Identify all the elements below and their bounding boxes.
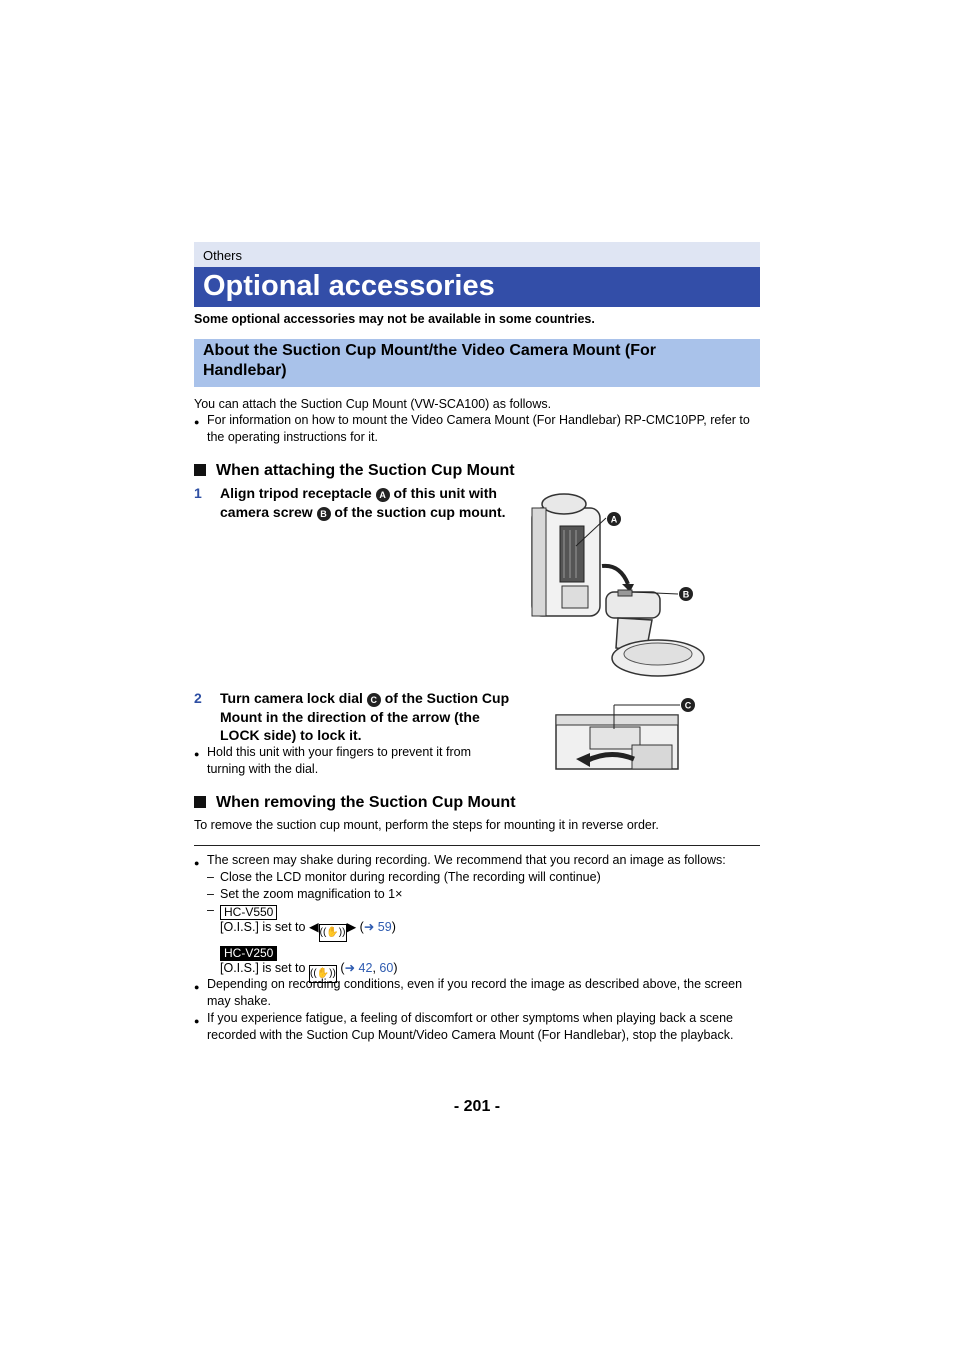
ois-left-arrow-icon: ◀	[308, 920, 319, 934]
marker-a-icon: A	[376, 488, 390, 502]
svg-text:C: C	[684, 700, 692, 711]
dash-icon: –	[207, 887, 214, 901]
bullet-icon: ●	[194, 982, 200, 992]
ois-line-2: [O.I.S.] is set to ((✋)) (➜ 42, 60)	[220, 960, 397, 983]
step-1-part-b: of this unit with camera screw	[220, 485, 497, 520]
svg-text:A: A	[610, 514, 618, 525]
marker-b-icon: B	[317, 507, 331, 521]
note-dash-2: Set the zoom magnification to 1×	[220, 887, 403, 901]
marker-c-icon: C	[367, 693, 381, 707]
hand-shake-icon: ((✋))	[319, 924, 347, 942]
step-number: 2	[194, 690, 202, 706]
ois-line-1: [O.I.S.] is set to ◀((✋))▶ (➜ 59)	[220, 919, 396, 942]
note-bullet-3: If you experience fatigue, a feeling of discomfort or other symptoms when playing back a scene recorded with the Suction Cup Mount/Video Camera Mount (For Handlebar), stop the playback.	[207, 1011, 734, 1042]
step-1-text	[220, 484, 510, 521]
ois-text: [O.I.S.] is set to	[220, 961, 306, 975]
step-2-bullet: Hold this unit with your fingers to prevent it from turning with the dial.	[207, 745, 472, 776]
dash-icon: –	[207, 903, 214, 917]
ois-text: [O.I.S.] is set to	[220, 920, 306, 934]
bullet-icon: ●	[194, 749, 200, 759]
ois-right-arrow-icon: ▶	[346, 920, 357, 934]
step-1-part-a: Align tripod receptacle	[220, 485, 372, 501]
subsection-title: About the Suction Cup Mount/the Video Camera Mount (For Handlebar)	[203, 342, 657, 379]
section-bar	[194, 242, 760, 267]
remove-heading-text: When removing the Suction Cup Mount	[216, 794, 516, 811]
lock-dial-illustration	[550, 693, 700, 773]
bullet-icon: ●	[194, 417, 200, 427]
page-link[interactable]: 60	[379, 961, 394, 975]
bullet-icon: ●	[194, 858, 200, 868]
page-ref-arrow-icon[interactable]: ➜	[344, 961, 356, 975]
remove-heading	[194, 794, 516, 812]
intro-bullet: For information on how to mount the Video Camera Mount (For Handlebar) RP-CMC10PP, refer to the operating instructions for it.	[207, 413, 750, 444]
model-label: HC-V550	[220, 905, 277, 920]
hand-shake-icon: ((✋))	[309, 965, 337, 983]
step-1-part-c: of the suction cup mount.	[334, 503, 506, 520]
remove-text: To remove the suction cup mount, perform the steps for mounting it in reverse order.	[194, 818, 659, 832]
model-label: HC-V250	[220, 946, 277, 961]
note-bullet-1: The screen may shake during recording. We recommend that you record an image as follows:	[207, 853, 726, 867]
divider	[194, 845, 760, 846]
svg-text:B: B	[682, 589, 690, 600]
square-bullet-icon	[194, 464, 206, 476]
page-link[interactable]: 59	[377, 920, 392, 934]
bullet-icon: ●	[194, 1016, 200, 1026]
step-2-part-b: of the Suction Cup Mount in the direction of the arrow (the LOCK side) to lock it.	[220, 690, 510, 743]
note-dash-1: Close the LCD monitor during recording (The recording will continue)	[220, 870, 601, 884]
availability-note: Some optional accessories may not be available in some countries.	[194, 312, 595, 326]
step-2-part-a: Turn camera lock dial	[220, 690, 363, 706]
page-link[interactable]: 42	[358, 961, 373, 975]
attach-heading-text: When attaching the Suction Cup Mount	[216, 462, 515, 479]
page-number: - 201 -	[453, 1098, 501, 1115]
note-bullet-2: Depending on recording conditions, even if you record the image as described above, the screen may shake.	[207, 977, 743, 1008]
page-ref-arrow-icon[interactable]: ➜	[363, 920, 375, 934]
square-bullet-icon	[194, 796, 206, 808]
step-number: 1	[194, 485, 202, 501]
step-2-text	[220, 689, 510, 745]
camera-mount-illustration	[520, 488, 710, 683]
dash-icon: –	[207, 870, 214, 884]
attach-heading	[194, 462, 515, 480]
page-title: Optional accessories	[203, 270, 495, 302]
section-label: Others	[203, 248, 243, 263]
intro-text: You can attach the Suction Cup Mount (VW-SCA100) as follows.	[194, 397, 552, 411]
